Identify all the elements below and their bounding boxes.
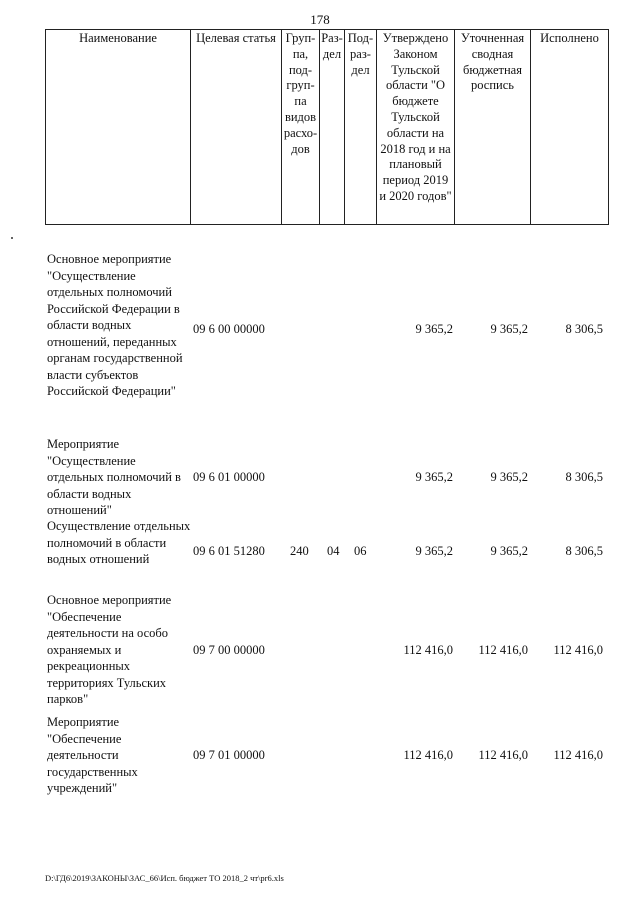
header-name: Наименование (46, 30, 191, 225)
row-executed: 112 416,0 (553, 643, 603, 657)
header-group: Груп-па, под-груп-па видов расхо-дов (282, 30, 320, 225)
row-code: 09 7 00 00000 (193, 643, 265, 657)
row-subsection: 06 (354, 544, 367, 558)
header-approved: Утверждено Законом Тульской области "О бюджете Тульской области на 2018 год и на плановый период 2019 и 2020 годов" (377, 30, 455, 225)
row-code: 09 6 01 00000 (193, 470, 265, 484)
row-specified: 9 365,2 (490, 470, 528, 484)
row-approved: 9 365,2 (415, 470, 453, 484)
row-specified: 112 416,0 (478, 748, 528, 762)
row-code: 09 6 00 00000 (193, 322, 265, 336)
row-approved: 112 416,0 (403, 748, 453, 762)
header-section: Раз-дел (320, 30, 345, 225)
row-code: 09 7 01 00000 (193, 748, 265, 762)
row-code: 09 6 01 51280 (193, 544, 265, 558)
row-name: Основное мероприятие "Осуществление отдельных полномочий Российской Федерации в области водных отношений, переданных органам государственной власти субъектов Российской Федерации" (47, 252, 183, 398)
row-name: Осуществление отдельных полномочий в области водных отношений (47, 519, 191, 566)
footer-file-path: D:\ГД6\2019\ЗАКОНЫ\ЗАС_66\Исп. бюджет ТО 2018_2 чт\рr6.xls (45, 873, 284, 883)
row-specified: 112 416,0 (478, 643, 528, 657)
header-subsection: Под-раз-дел (345, 30, 377, 225)
margin-dot (11, 237, 13, 239)
row-section: 04 (327, 544, 340, 558)
page-number: 178 (310, 12, 330, 27)
budget-table-header (45, 29, 609, 225)
row-approved: 112 416,0 (403, 643, 453, 657)
row-group: 240 (290, 544, 309, 558)
row-specified: 9 365,2 (490, 544, 528, 558)
header-specified: Уточненная сводная бюджетная роспись (455, 30, 531, 225)
row-approved: 9 365,2 (415, 544, 453, 558)
header-row (46, 30, 609, 225)
header-executed: Исполнено (531, 30, 609, 225)
row-executed: 112 416,0 (553, 748, 603, 762)
header-code: Целевая статья (191, 30, 282, 225)
row-specified: 9 365,2 (490, 322, 528, 336)
row-name: Основное мероприятие "Обеспечение деятельности на особо охраняемых и рекреационных территориях Тульских парков" (47, 593, 172, 706)
row-name: Мероприятие "Осуществление отдельных полномочий в области водных отношений" (47, 437, 181, 517)
row-approved: 9 365,2 (415, 322, 453, 336)
row-name: Мероприятие "Обеспечение деятельности государственных учреждений" (47, 715, 138, 795)
row-executed: 8 306,5 (565, 322, 603, 336)
row-executed: 8 306,5 (565, 470, 603, 484)
row-executed: 8 306,5 (565, 544, 603, 558)
